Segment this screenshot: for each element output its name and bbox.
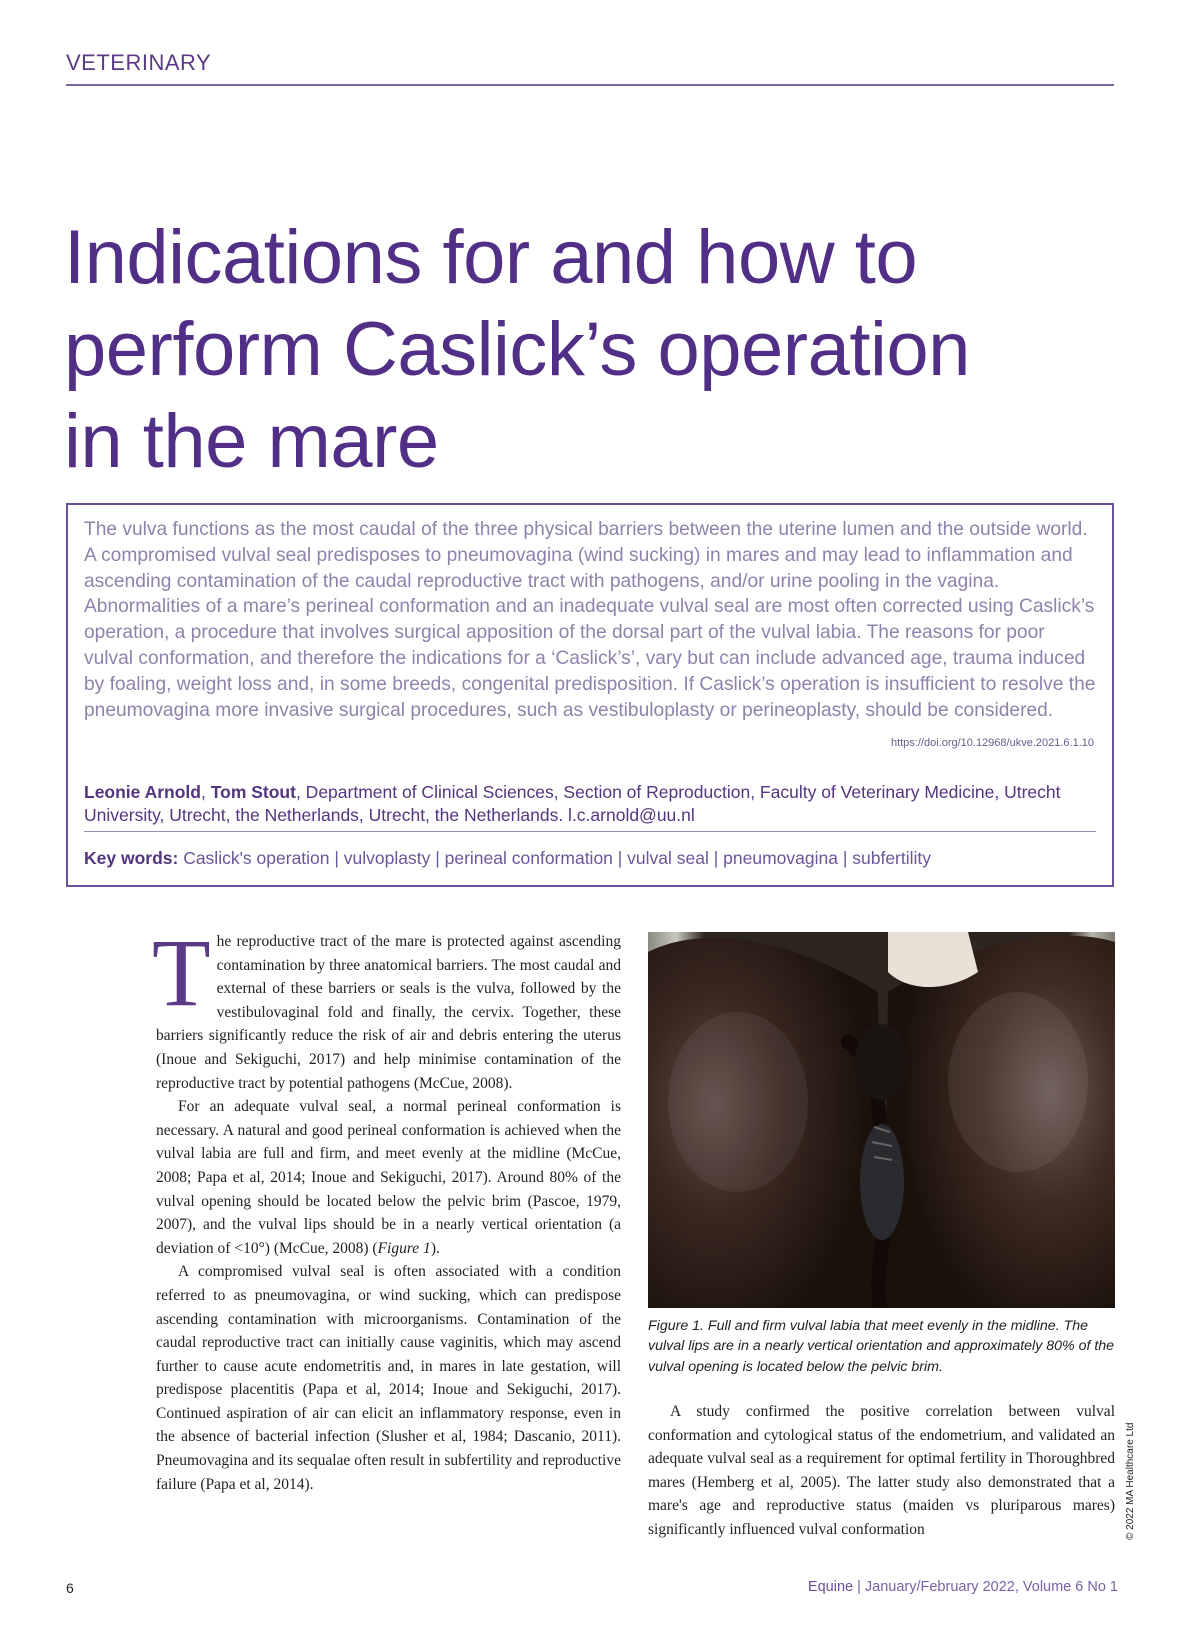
title-line-3: in the mare (64, 399, 439, 484)
figure-1-caption: Figure 1. Full and firm vulval labia that meet evenly in the midline. The vulval lips are in a nearly vertical orientation and approximately 80% of the vulval opening is located below the pelvic brim. (648, 1318, 1115, 1375)
figure-reference: Figure 1 (377, 1239, 431, 1257)
body-paragraph-4: A study confirmed the positive correlation between vulval conformation and cytological status of the endometrium, and validated an adequate vulval seal as a requirement for optimal fertility in Thoroughbred mares (Hemberg et al, 2005). The latter study also demonstrated that a mare's age and reproductive status (maiden vs pluriparous mares) significantly influenced vulval conformation (648, 1403, 1115, 1538)
keywords-list: Caslick's operation | vulvoplasty | perineal conformation | vulval seal | pneumovagina | subfertility (178, 848, 932, 868)
title-line-1: Indications for and how to (64, 215, 918, 300)
keywords-label: Key words: (84, 848, 179, 868)
figure-1-photo (648, 932, 1115, 1308)
abstract-divider (84, 831, 1096, 832)
abstract-text: The vulva functions as the most caudal of the three physical barriers between the uterine lumen and the outside world. A compromised vulval seal predisposes to pneumovagina (wind sucking) in mares and may lead to inflammation and ascending contamination of the caudal reproductive tract with pathogens, and/or urine pooling in the vagina. Abnormalities of a mare’s perineal conformation and an inadequate vulval seal are most often corrected using Caslick’s operation, a procedure that involves surgical apposition of the dorsal part of the vulval labia. The reasons for poor vulval conformation, and therefore the indications for a ‘Caslick’s’, vary but can include advanced age, trauma induced by foaling, weight loss and, in some breeds, congenital predisposition. If Caslick’s operation is insufficient to resolve the pneumovagina more invasive surgical procedures, such as vestibuloplasty or perineoplasty, should be considered. (84, 519, 1096, 721)
mare-hindquarters-photo (648, 932, 1115, 1308)
article-title (64, 212, 1124, 488)
author-separator: , (201, 782, 211, 802)
body-paragraph-3: A compromised vulval seal is often associated with a condition referred to as pneumovagina, or wind sucking, which can predispose ascending contamination with microorganisms. Contamination of the caudal reproductive tract can initially cause vaginitis, which may ascend further to cause acute endometritis and, in mares in late gestation, will predispose placentitis (Papa et al, 2014; Inoue and Sekiguchi, 2017). Continued aspiration of air can elicit an inflammatory response, even in the absence of bacterial infection (Slusher et al, 1984; Dascanio, 2011). Pneumovagina and its sequalae often result in subfertility and reproductive failure (Papa et al, 2014). (156, 1263, 621, 1493)
body-paragraph-1-text: he reproductive tract of the mare is protected against ascending contamination by three anatomical barriers. The most caudal and external of these barriers or seals is the vulva, followed by the vestibulovaginal fold and finally, the cervix. Together, these barriers significantly reduce the risk of air and debris entering the uterus (Inoue and Sekiguchi, 2017) and help minimise contamination of the reproductive tract by potential pathogens (McCue, 2008). (156, 933, 621, 1092)
author-name-1: Leonie Arnold (84, 782, 201, 802)
author-name-2: Tom Stout (210, 782, 296, 802)
body-paragraph-2 (156, 1095, 621, 1260)
body-paragraph-2-end: ). (430, 1239, 440, 1257)
footer-citation (808, 1579, 1118, 1595)
copyright-notice: © 2022 MA Healthcare Ltd (1125, 1422, 1136, 1540)
section-label: VETERINARY (66, 50, 212, 75)
doi-link[interactable]: https://doi.org/10.12968/ukve.2021.6.1.10 (890, 737, 1094, 749)
keywords (84, 848, 931, 869)
issue-info: | January/February 2022, Volume 6 No 1 (853, 1579, 1118, 1595)
abstract-box (66, 503, 1114, 887)
body-paragraph-1 (152, 919, 621, 1095)
journal-name: Equine (807, 1579, 854, 1595)
header-rule (66, 84, 1114, 86)
drop-cap: T (152, 919, 211, 1026)
body-column-right (648, 1400, 1115, 1542)
title-line-2: perform Caslick’s operation (64, 307, 970, 392)
page-number: 6 (66, 1580, 74, 1596)
author-affiliation (84, 781, 1096, 827)
body-column-left (152, 919, 621, 1496)
body-paragraph-2-text: For an adequate vulval seal, a normal perineal conformation is necessary. A natural and good perineal conformation is achieved when the vulval labia are full and firm, and meet evenly at the midline (McCue, 2008; Papa et al, 2014; Inoue and Sekiguchi, 2017). Around 80% of the vulval opening should be located below the pelvic brim (Pascoe, 1979, 2007), and the vulval lips should be in a nearly vertical orientation (a deviation of <10°) (McCue, 2008) ( (156, 1098, 621, 1257)
affiliation-text: , Department of Clinical Sciences, Section of Reproduction, Faculty of Veterinary Medicine, Utrecht University, Utrecht, the Netherlands, Utrecht, the Netherlands. l.c.arnold@uu.nl (84, 782, 1061, 825)
